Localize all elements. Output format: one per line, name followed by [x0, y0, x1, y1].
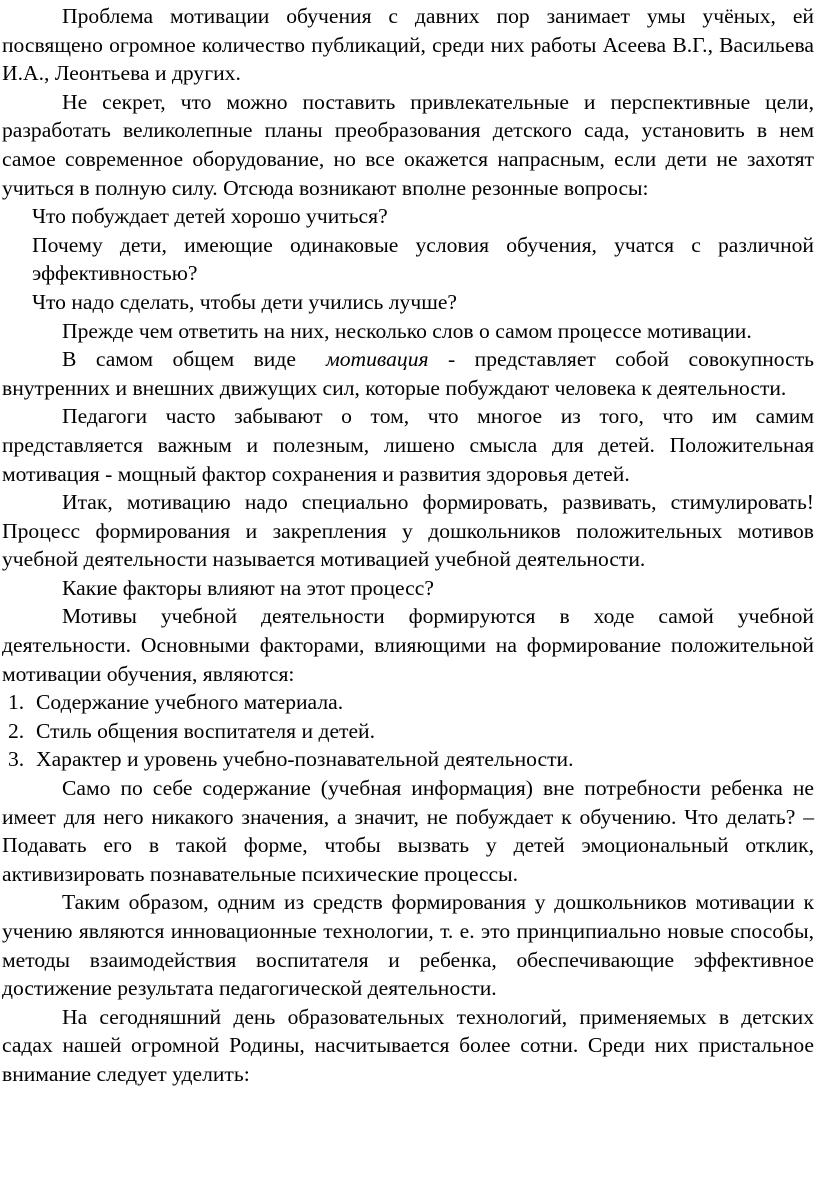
- list-item-text: Содержание учебного материала.: [36, 690, 344, 715]
- definition-body: - представляет собой совокупность внутренних и внешних движущих сил, которые побуждают человека к деятельности.: [2, 347, 815, 400]
- list-item-number: 3.: [8, 747, 25, 772]
- paragraph-intro: Проблема мотивации обучения с давних пор занимает умы учёных, ей посвящено огромное количество публикаций, среди них работы Асеева В.Г., Васильева И.А., Леонтьева и других.: [2, 4, 814, 86]
- list-item-number: 2.: [8, 718, 25, 743]
- paragraph-form-motivation: Итак, мотивацию надо специально формировать, развивать, стимулировать! Процесс формирования и закрепления у дошкольников положительных мотивов учебной деятельности называется мотивацией учебной деятельности.: [2, 490, 814, 572]
- factors-list: [2, 688, 814, 774]
- paragraph-goals: Не секрет, что можно поставить привлекательные и перспективные цели, разработать великолепные планы преобразования детского сада, установить в нем самое современное оборудование, но все окажется напрасным, если дети не захотят учиться в полную силу. Отсюда возникают вполне резонные вопросы:: [2, 89, 814, 200]
- paragraph-technologies: На сегодняшний день образовательных технологий, применяемых в детских садах нашей огромной Родины, насчитывается более сотни. Среди них пристальное внимание следует уделить:: [2, 1004, 814, 1086]
- paragraph-motives: Мотивы учебной деятельности формируются в ходе самой учебной деятельности. Основными факторами, влияющими на формирование положительной мотивации обучения, являются:: [2, 604, 814, 686]
- list-item: [2, 745, 814, 774]
- question-1: Что побуждает детей хорошо учиться?: [32, 204, 388, 229]
- list-item-number: 1.: [8, 690, 25, 715]
- question-2: Почему дети, имеющие одинаковые условия обучения, учатся с различной эффективностью?: [32, 232, 814, 286]
- paragraph-factors-question: Какие факторы влияют на этот процесс?: [62, 575, 434, 600]
- question-3: Что надо сделать, чтобы дети учились лучше?: [32, 289, 458, 314]
- paragraph-teachers: Педагоги часто забывают о том, что многое из того, что им самим представляется важным и полезным, лишено смысла для детей. Положительная мотивация - мощный фактор сохранения и развития здоровья детей.: [2, 404, 814, 486]
- paragraph-content: Само по себе содержание (учебная информация) вне потребности ребенка не имеет для него никакого значения, а значит, не побуждает к обучению. Что делать? – Подавать его в такой форме, чтобы вызвать у детей эмоциональный отклик, активизировать познавательные психические процессы.: [2, 776, 814, 886]
- list-item-text: Характер и уровень учебно-познавательной деятельности.: [36, 747, 574, 772]
- definition-term: мотивация: [325, 347, 429, 372]
- paragraph-before-answer: Прежде чем ответить на них, несколько слов о самом процессе мотивации.: [62, 318, 752, 343]
- list-item: [2, 717, 814, 746]
- list-item: [2, 688, 814, 717]
- paragraph-innovations: Таким образом, одним из средств формирования у дошкольников мотивации к учению являются инновационные технологии, т. е. это принципиально новые способы, методы взаимодействия воспитателя и ребенка, обеспечивающие эффективное достижение результата педагогической деятельности.: [2, 890, 814, 1001]
- definition-lead: В самом общем виде: [62, 347, 296, 372]
- paragraph-motivation-definition: [2, 345, 814, 402]
- list-item-text: Стиль общения воспитателя и детей.: [36, 718, 376, 743]
